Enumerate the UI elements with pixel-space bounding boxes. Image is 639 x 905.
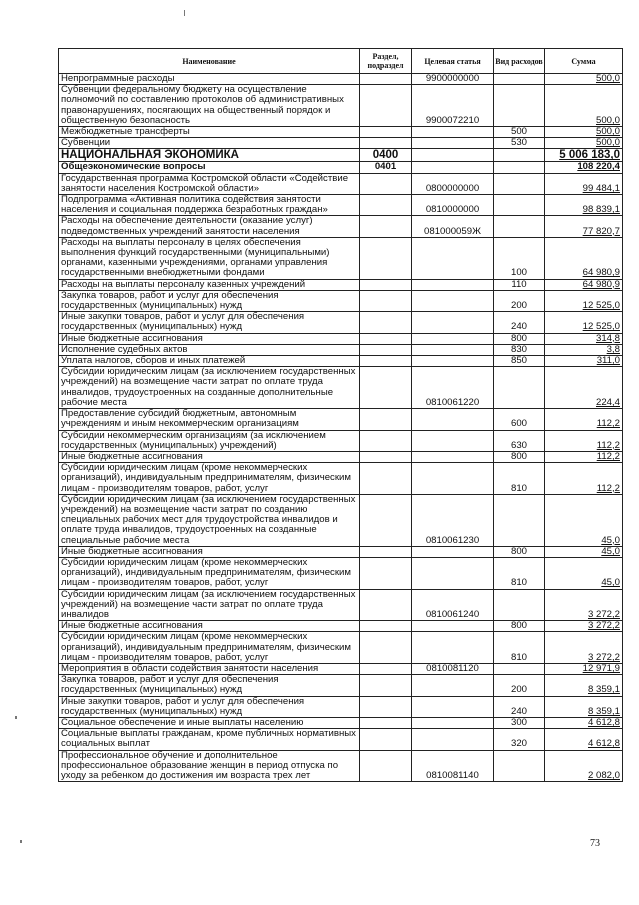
cell-sum bbox=[545, 216, 623, 237]
cell-sum bbox=[545, 290, 623, 311]
cell-section bbox=[360, 173, 412, 194]
cell-expense bbox=[494, 494, 545, 546]
cell-target bbox=[412, 356, 494, 367]
cell-name: Расходы на выплаты персоналу в целях обеспечения выполнения функций государственными (муниципальными) органами, казенными учреждениями, органами управления государственными внебюджетными фондами bbox=[59, 237, 360, 279]
cell-target bbox=[412, 138, 494, 149]
cell-sum bbox=[545, 74, 623, 85]
table-row bbox=[59, 589, 623, 621]
sum-value: 3 272,2 bbox=[587, 620, 620, 632]
cell-expense: 240 bbox=[494, 696, 545, 717]
cell-name: Непрограммные расходы bbox=[59, 74, 360, 85]
cell-sum bbox=[545, 589, 623, 621]
cell-name: Профессиональное обучение и дополнительное профессиональное образование женщин в период отпуска по уходу за ребенком до достижения им возраста трех лет bbox=[59, 750, 360, 782]
cell-target: 0810061230 bbox=[412, 494, 494, 546]
cell-name: Субсидии юридическим лицам (за исключением государственных учреждений) на возмещение части затрат по созданию специальных рабочих мест для трудоустройства инвалидов и оплате труда инвалидов, трудоустроенных на созданные специальные рабочие места bbox=[59, 494, 360, 546]
table-row bbox=[59, 237, 623, 279]
sum-value: 45,0 bbox=[601, 534, 620, 546]
cell-sum bbox=[545, 696, 623, 717]
sum-value: 311,0 bbox=[596, 355, 620, 367]
cell-name: Субвенции bbox=[59, 138, 360, 149]
cell-name: Предоставление субсидий бюджетным, автономным учреждениям и иным некоммерческим организациям bbox=[59, 409, 360, 430]
cell-section bbox=[360, 717, 412, 728]
sum-value: 8 359,1 bbox=[587, 684, 620, 696]
cell-target bbox=[412, 696, 494, 717]
header-target: Целевая статья bbox=[412, 49, 494, 74]
sum-value: 4 612,8 bbox=[587, 738, 620, 750]
sum-value: 500,0 bbox=[595, 114, 620, 126]
cell-expense: 630 bbox=[494, 430, 545, 451]
cell-sum bbox=[545, 367, 623, 409]
sum-value: 108 220,4 bbox=[577, 161, 620, 173]
header-name: Наименование bbox=[59, 49, 360, 74]
budget-table-sheet bbox=[58, 48, 622, 782]
cell-target: 0810061240 bbox=[412, 589, 494, 621]
cell-target bbox=[412, 546, 494, 557]
cell-section bbox=[360, 216, 412, 237]
cell-expense bbox=[494, 750, 545, 782]
cell-target bbox=[412, 127, 494, 138]
cell-section bbox=[360, 85, 412, 127]
table-row bbox=[59, 312, 623, 333]
cell-sum bbox=[545, 344, 623, 355]
table-row bbox=[59, 696, 623, 717]
cell-target bbox=[412, 290, 494, 311]
cell-name: Подпрограмма «Активная политика содействия занятости населения и социальная поддержка безработных граждан» bbox=[59, 195, 360, 216]
table-row bbox=[59, 451, 623, 462]
cell-name: Иные закупки товаров, работ и услуг для обеспечения государственных (муниципальных) нужд bbox=[59, 696, 360, 717]
cell-sum bbox=[545, 409, 623, 430]
table-row bbox=[59, 216, 623, 237]
budget-table bbox=[58, 48, 623, 782]
table-row bbox=[59, 663, 623, 674]
cell-name: НАЦИОНАЛЬНАЯ ЭКОНОМИКА bbox=[59, 149, 360, 162]
cell-expense: 800 bbox=[494, 333, 545, 344]
cell-target bbox=[412, 557, 494, 589]
cell-section bbox=[360, 632, 412, 664]
cell-sum bbox=[545, 632, 623, 664]
cell-sum bbox=[545, 430, 623, 451]
cell-name: Социальное обеспечение и иные выплаты населению bbox=[59, 717, 360, 728]
cell-section bbox=[360, 729, 412, 750]
sum-value: 64 980,9 bbox=[582, 267, 620, 279]
cell-target: 081000059Ж bbox=[412, 216, 494, 237]
cell-expense bbox=[494, 367, 545, 409]
cell-name: Общеэкономические вопросы bbox=[59, 162, 360, 173]
cell-name: Иные бюджетные ассигнования bbox=[59, 546, 360, 557]
cell-expense bbox=[494, 74, 545, 85]
sum-value: 500,0 bbox=[595, 126, 620, 138]
cell-name: Субсидии юридическим лицам (кроме некоммерческих организаций), индивидуальным предпринимателям, физическим лицам - производителям товаров, работ, услуг bbox=[59, 463, 360, 495]
table-row bbox=[59, 546, 623, 557]
sum-value: 2 082,0 bbox=[587, 770, 620, 781]
sum-value: 45,0 bbox=[601, 577, 620, 589]
sum-value: 112,2 bbox=[596, 450, 620, 462]
cell-target bbox=[412, 451, 494, 462]
table-row bbox=[59, 463, 623, 495]
cell-expense: 240 bbox=[494, 312, 545, 333]
table-row bbox=[59, 356, 623, 367]
cell-target bbox=[412, 675, 494, 696]
cell-section bbox=[360, 138, 412, 149]
table-row bbox=[59, 750, 623, 782]
table-header-row bbox=[59, 49, 623, 74]
cell-section bbox=[360, 750, 412, 782]
cell-sum bbox=[545, 463, 623, 495]
cell-expense: 600 bbox=[494, 409, 545, 430]
cell-sum bbox=[545, 750, 623, 782]
cell-sum bbox=[545, 149, 623, 162]
cell-target bbox=[412, 463, 494, 495]
cell-expense: 830 bbox=[494, 344, 545, 355]
cell-sum bbox=[545, 557, 623, 589]
cell-expense: 810 bbox=[494, 557, 545, 589]
cell-name: Иные бюджетные ассигнования bbox=[59, 621, 360, 632]
cell-name: Субсидии некоммерческим организациям (за исключением государственных (муниципальных) учреждений) bbox=[59, 430, 360, 451]
cell-sum bbox=[545, 333, 623, 344]
cell-name: Субвенции федеральному бюджету на осуществление полномочий по составлению протоколов об административных правонарушениях, посягающих на общественный порядок и общественную безопасность bbox=[59, 85, 360, 127]
cell-section bbox=[360, 333, 412, 344]
cell-target: 0800000000 bbox=[412, 173, 494, 194]
scan-speck bbox=[15, 716, 17, 719]
table-row bbox=[59, 290, 623, 311]
sum-value: 500,0 bbox=[595, 137, 620, 149]
cell-target bbox=[412, 430, 494, 451]
cell-name: Субсидии юридическим лицам (за исключением государственных учреждений) на возмещение части затрат по оплате труда инвалидов bbox=[59, 589, 360, 621]
cell-expense: 100 bbox=[494, 237, 545, 279]
cell-expense: 810 bbox=[494, 463, 545, 495]
cell-name: Межбюджетные трансферты bbox=[59, 127, 360, 138]
cell-name: Государственная программа Костромской области «Содействие занятости населения Костромской области» bbox=[59, 173, 360, 194]
cell-expense bbox=[494, 589, 545, 621]
table-row bbox=[59, 149, 623, 162]
cell-expense bbox=[494, 162, 545, 173]
cell-section bbox=[360, 696, 412, 717]
cell-section bbox=[360, 430, 412, 451]
cell-target bbox=[412, 237, 494, 279]
cell-name: Субсидии юридическим лицам (кроме некоммерческих организаций), индивидуальным предпринимателям, физическим лицам - производителям товаров, работ, услуг bbox=[59, 557, 360, 589]
cell-target: 0810000000 bbox=[412, 195, 494, 216]
cell-sum bbox=[545, 173, 623, 194]
cell-target: 9900000000 bbox=[412, 74, 494, 85]
cell-name: Расходы на обеспечение деятельности (оказание услуг) подведомственных учреждений занятости населения bbox=[59, 216, 360, 237]
sum-value: 77 820,7 bbox=[582, 225, 620, 237]
cell-name: Социальные выплаты гражданам, кроме публичных нормативных социальных выплат bbox=[59, 729, 360, 750]
cell-target bbox=[412, 162, 494, 173]
cell-section bbox=[360, 494, 412, 546]
cell-name: Закупка товаров, работ и услуг для обеспечения государственных (муниципальных) нужд bbox=[59, 290, 360, 311]
sum-value: 12 525,0 bbox=[582, 300, 620, 312]
cell-target bbox=[412, 632, 494, 664]
cell-target: 0810081120 bbox=[412, 663, 494, 674]
cell-sum bbox=[545, 162, 623, 173]
cell-section: 0401 bbox=[360, 162, 412, 173]
cell-section bbox=[360, 409, 412, 430]
cell-section bbox=[360, 663, 412, 674]
header-sum: Сумма bbox=[545, 49, 623, 74]
cell-name: Расходы на выплаты персоналу казенных учреждений bbox=[59, 279, 360, 290]
cell-target bbox=[412, 409, 494, 430]
cell-sum bbox=[545, 237, 623, 279]
table-body bbox=[59, 74, 623, 782]
page-number: 73 bbox=[590, 838, 600, 849]
header-expense: Вид расходов bbox=[494, 49, 545, 74]
table-row bbox=[59, 717, 623, 728]
table-row bbox=[59, 729, 623, 750]
cell-target bbox=[412, 312, 494, 333]
cell-section bbox=[360, 344, 412, 355]
table-row bbox=[59, 195, 623, 216]
cell-target: 9900072210 bbox=[412, 85, 494, 127]
cell-section bbox=[360, 463, 412, 495]
table-row bbox=[59, 279, 623, 290]
table-row bbox=[59, 675, 623, 696]
sum-value: 112,2 bbox=[596, 418, 620, 430]
table-row bbox=[59, 138, 623, 149]
cell-name: Иные бюджетные ассигнования bbox=[59, 333, 360, 344]
sum-value: 12 525,0 bbox=[582, 321, 620, 333]
cell-sum bbox=[545, 195, 623, 216]
cell-section bbox=[360, 279, 412, 290]
table-row bbox=[59, 557, 623, 589]
cell-sum bbox=[545, 675, 623, 696]
cell-expense: 800 bbox=[494, 451, 545, 462]
table-row bbox=[59, 74, 623, 85]
sum-value: 3,8 bbox=[606, 343, 620, 355]
scan-speck bbox=[20, 840, 22, 843]
cell-sum bbox=[545, 85, 623, 127]
cell-section bbox=[360, 675, 412, 696]
table-row bbox=[59, 632, 623, 664]
cell-name: Субсидии юридическим лицам (за исключением государственных учреждений) на возмещение части затрат по оплате труда инвалидов, трудоустроенных на созданные дополнительные рабочие места bbox=[59, 367, 360, 409]
cell-section bbox=[360, 451, 412, 462]
sum-value: 314,8 bbox=[595, 332, 620, 344]
cell-target: 0810061220 bbox=[412, 367, 494, 409]
table-row bbox=[59, 409, 623, 430]
cell-section bbox=[360, 237, 412, 279]
cell-expense bbox=[494, 195, 545, 216]
cell-name: Иные бюджетные ассигнования bbox=[59, 451, 360, 462]
scan-speck bbox=[184, 10, 185, 16]
sum-value: 5 006 183,0 bbox=[559, 149, 620, 162]
cell-name: Субсидии юридическим лицам (кроме некоммерческих организаций), индивидуальным предпринимателям, физическим лицам - производителям товаров, работ, услуг bbox=[59, 632, 360, 664]
cell-sum bbox=[545, 127, 623, 138]
header-section: Раздел, подраздел bbox=[360, 49, 412, 74]
cell-expense bbox=[494, 173, 545, 194]
cell-expense: 200 bbox=[494, 675, 545, 696]
cell-section bbox=[360, 546, 412, 557]
cell-target bbox=[412, 729, 494, 750]
sum-value: 8 359,1 bbox=[587, 705, 620, 717]
sum-value: 64 980,9 bbox=[582, 278, 620, 290]
cell-name: Исполнение судебных актов bbox=[59, 344, 360, 355]
cell-sum bbox=[545, 279, 623, 290]
table-row bbox=[59, 430, 623, 451]
cell-expense: 320 bbox=[494, 729, 545, 750]
cell-name: Закупка товаров, работ и услуг для обеспечения государственных (муниципальных) нужд bbox=[59, 675, 360, 696]
cell-sum bbox=[545, 717, 623, 728]
cell-expense: 810 bbox=[494, 632, 545, 664]
cell-expense: 500 bbox=[494, 127, 545, 138]
table-row bbox=[59, 127, 623, 138]
cell-target bbox=[412, 344, 494, 355]
cell-section bbox=[360, 589, 412, 621]
cell-expense: 200 bbox=[494, 290, 545, 311]
cell-target bbox=[412, 333, 494, 344]
cell-section bbox=[360, 290, 412, 311]
cell-sum bbox=[545, 312, 623, 333]
cell-section bbox=[360, 621, 412, 632]
sum-value: 500,0 bbox=[595, 73, 620, 84]
cell-name: Уплата налогов, сборов и иных платежей bbox=[59, 356, 360, 367]
cell-expense bbox=[494, 663, 545, 674]
cell-sum bbox=[545, 729, 623, 750]
cell-target bbox=[412, 717, 494, 728]
cell-target bbox=[412, 149, 494, 162]
table-row bbox=[59, 494, 623, 546]
sum-value: 99 484,1 bbox=[582, 182, 620, 194]
sum-value: 112,2 bbox=[596, 482, 620, 494]
cell-target bbox=[412, 279, 494, 290]
cell-section bbox=[360, 312, 412, 333]
cell-name: Иные закупки товаров, работ и услуг для обеспечения государственных (муниципальных) нужд bbox=[59, 312, 360, 333]
table-row bbox=[59, 344, 623, 355]
cell-target: 0810081140 bbox=[412, 750, 494, 782]
cell-section bbox=[360, 557, 412, 589]
sum-value: 4 612,8 bbox=[587, 716, 620, 728]
cell-sum bbox=[545, 546, 623, 557]
cell-sum bbox=[545, 138, 623, 149]
cell-expense: 800 bbox=[494, 546, 545, 557]
cell-expense: 530 bbox=[494, 138, 545, 149]
cell-sum bbox=[545, 356, 623, 367]
cell-expense: 300 bbox=[494, 717, 545, 728]
table-row bbox=[59, 621, 623, 632]
cell-section bbox=[360, 195, 412, 216]
cell-expense bbox=[494, 149, 545, 162]
table-row bbox=[59, 85, 623, 127]
sum-value: 98 839,1 bbox=[582, 204, 620, 216]
cell-target bbox=[412, 621, 494, 632]
cell-sum bbox=[545, 494, 623, 546]
cell-sum bbox=[545, 621, 623, 632]
cell-section bbox=[360, 74, 412, 85]
cell-expense bbox=[494, 216, 545, 237]
cell-section bbox=[360, 127, 412, 138]
sum-value: 12 971,9 bbox=[582, 662, 620, 674]
sum-value: 45,0 bbox=[601, 545, 620, 557]
cell-section bbox=[360, 367, 412, 409]
sum-value: 3 272,2 bbox=[587, 651, 620, 663]
sum-value: 112,2 bbox=[596, 439, 620, 451]
cell-sum bbox=[545, 451, 623, 462]
sum-value: 224,4 bbox=[595, 396, 620, 408]
table-row bbox=[59, 367, 623, 409]
cell-section: 0400 bbox=[360, 149, 412, 162]
cell-expense: 850 bbox=[494, 356, 545, 367]
table-row bbox=[59, 162, 623, 173]
cell-expense: 110 bbox=[494, 279, 545, 290]
cell-section bbox=[360, 356, 412, 367]
table-row bbox=[59, 333, 623, 344]
sum-value: 3 272,2 bbox=[587, 608, 620, 620]
cell-expense bbox=[494, 85, 545, 127]
cell-sum bbox=[545, 663, 623, 674]
cell-name: Мероприятия в области содействия занятости населения bbox=[59, 663, 360, 674]
cell-expense: 800 bbox=[494, 621, 545, 632]
table-row bbox=[59, 173, 623, 194]
